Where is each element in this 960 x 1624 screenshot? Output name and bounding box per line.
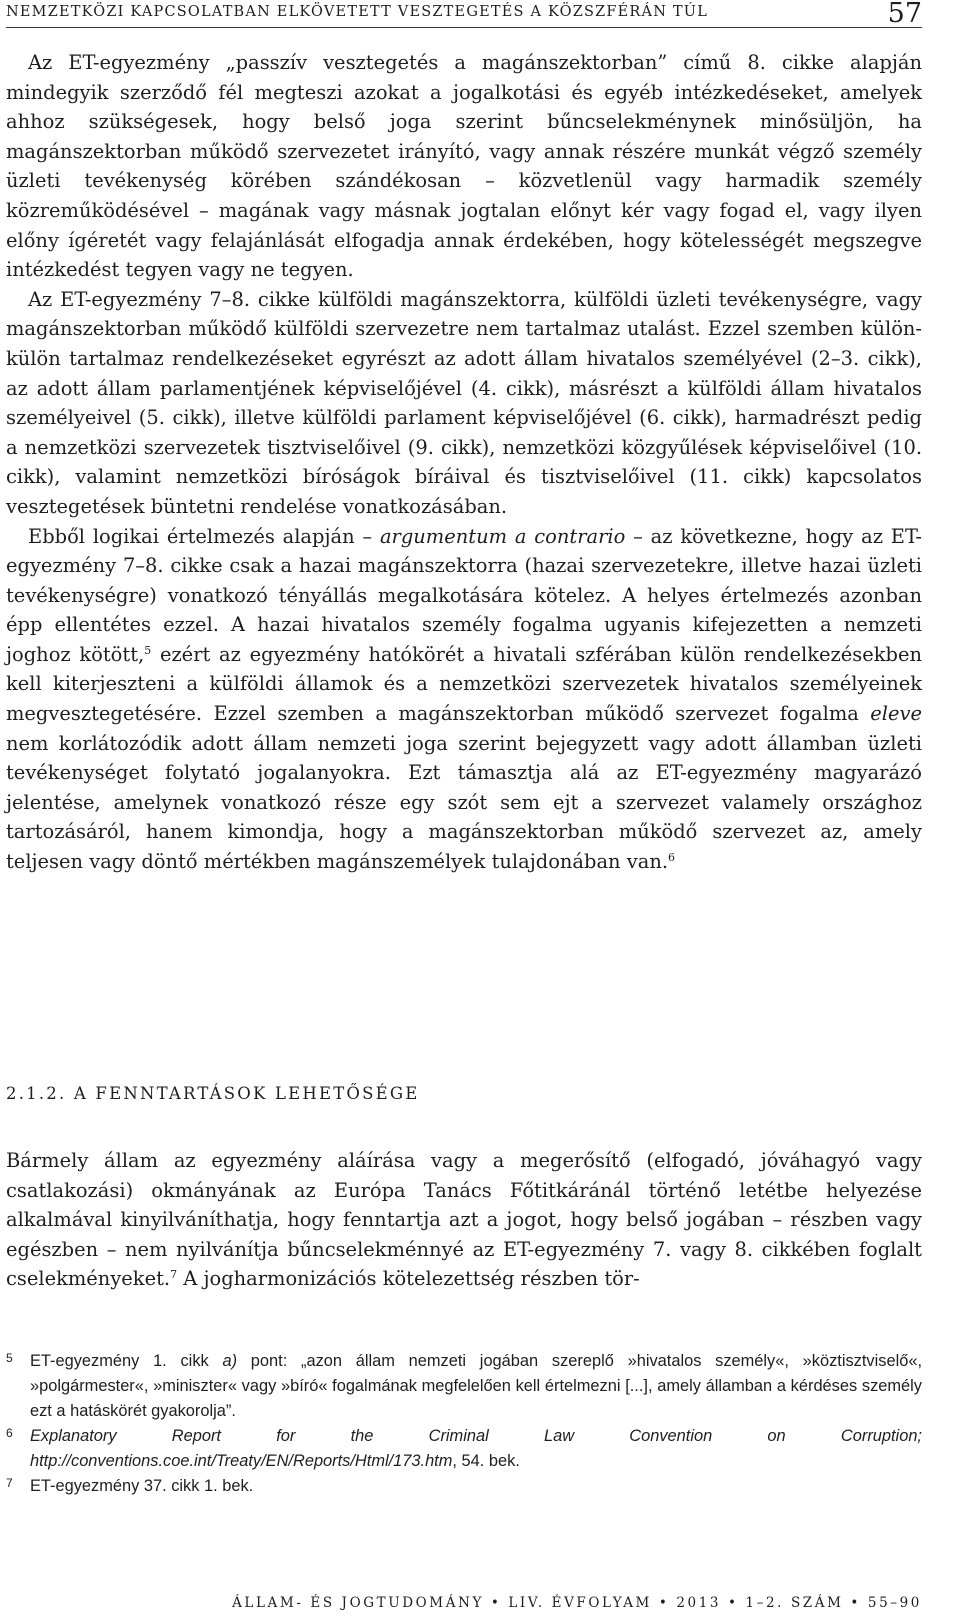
section-paragraph-1 [6, 1146, 922, 1294]
footnote-5-number: 5 [6, 1351, 13, 1365]
paragraph-3-part-d: nem korlátozódik adott állam nemzeti joga szerint bejegyzett vagy adott államban üzleti tevékenységet folytató jogalanyokra. Ezt támasztja alá az ET-egyezmény magyarázó jelentése, amelynek vonatkozó része egy szót sem ejt a szervezet valamely országhoz tartozásáról, hanem kimondja, hogy a magánszektorban működő szervezet az, amely teljesen vagy döntő mértékben magánszemélyek tulajdonában van. [6, 731, 922, 874]
footnote-6-text-b: , 54. bek. [452, 1452, 520, 1470]
footnote-6-citation: Explanatory Report for the Criminal Law Convention on Corruption; http://conventions.coe.int/Treaty/EN/Reports/Html/173.htm [30, 1427, 922, 1470]
paragraph-3-part-b: – az következne, hogy az ET-egyezmény 7–8. cikke csak a hazai magánszektorra (hazai szervezetekre, illetve hazai üzleti tevékenységre) vonatkozó tényállás megalkotására kötelez. A helyes értelmezés azonban épp ellentétes ezzel. A hazai hivatalos személy fogalma ugyanis kifejezetten a nemzeti joghoz kötött, [6, 524, 922, 666]
latin-term-argumentum: argumentum a contrario [379, 524, 626, 548]
paragraph-3-part-c: ezért az egyezmény hatókörét a hivatali szférában külön rendelkezésekben kell kiterjeszteni a külföldi államok és a nemzetközi szervezetek hivatalos személyeinek megvesztegetésére. Ezzel szemben a magánszektorban működő szervezet fogalma [6, 642, 922, 726]
emphasis-eleve: eleve [870, 702, 922, 726]
running-footer: ÁLLAM- ÉS JOGTUDOMÁNY • LIV. ÉVFOLYAM • 2013 • 1–2. SZÁM • 55–90 [232, 1595, 922, 1611]
paragraph-3-part-a: Ebből logikai értelmezés alapján – [28, 524, 380, 548]
running-title: NEMZETKÖZI KAPCSOLATBAN ELKÖVETETT VESZTEGETÉS A KÖZSZFÉRÁN TÚL [6, 4, 709, 20]
paragraph-2: Az ET-egyezmény 7–8. cikke külföldi magánszektorra, külföldi üzleti tevékenységre, vagy magánszektorban működő külföldi szervezetre nem tartalmaz utalást. Ezzel szemben külön-külön tartalmaz rendelkezéseket egyrészt az adott állam hivatalos személyével (2–3. cikk), az adott állam parlamentjének képviselőjével (4. cikk), másrészt a külföldi állam hivatalos személyeivel (5. cikk), illetve külföldi parlament képviselőjével (6. cikk), harmadrészt pedig a nemzetközi szervezetek tisztviselőivel (9. cikk), nemzetközi közgyűlések képviselőivel (10. cikk), valamint nemzetközi bíróságok bíráival és tisztviselőivel (11. cikk) kapcsolatos vesztegetések büntetni rendelése vonatkozásában. [6, 287, 922, 518]
footnote-ref-5[interactable]: 5 [144, 643, 152, 657]
footnote-5-point: a) [222, 1352, 238, 1370]
section-text [6, 1146, 922, 1294]
section-paragraph-1-part-b: A jogharmonizációs kötelezettség részben tör- [177, 1267, 640, 1291]
running-header [6, 0, 922, 28]
paragraph-1: Az ET-egyezmény „passzív vesztegetés a magánszektorban” című 8. cikke alapján mindegyik szerződő fél megteszi azokat a jogalkotási és egyéb intézkedéseket, amelyek ahhoz szükségesek, hogy belső joga szerint bűncselekménynek minősüljön, ha magánszektorban működő szervezetet irányító, vagy annak részére munkát végző személy üzleti tevékenység körében szándékosan – közvetlenül vagy harmadik személy közreműködésével – magának vagy másnak jogtalan előnyt kér vagy fogad el, vagy ilyen előny ígéretét vagy felajánlását elfogadja annak érdekében, hogy kötelességét megszegve intézkedést tegyen vagy ne tegyen. [6, 51, 922, 282]
paragraph-3 [6, 522, 922, 877]
footnote-ref-7[interactable]: 7 [170, 1268, 178, 1282]
footnote-ref-6[interactable]: 6 [668, 851, 676, 865]
footnote-5 [6, 1349, 922, 1424]
footnote-6-number: 6 [6, 1426, 13, 1440]
footnote-6 [6, 1424, 922, 1474]
footnote-7-number: 7 [6, 1476, 13, 1490]
document-page [6, 0, 922, 1624]
page-number: 57 [887, 0, 922, 29]
footnotes [6, 1349, 922, 1499]
footnote-5-text-a: ET-egyezmény 1. cikk [30, 1352, 223, 1370]
footnote-7-text: ET-egyezmény 37. cikk 1. bek. [30, 1477, 254, 1495]
section-heading: 2.1.2. A FENNTARTÁSOK LEHETŐSÉGE [6, 1084, 420, 1103]
body-text [6, 48, 922, 877]
section-paragraph-1-part-a: Bármely állam az egyezmény aláírása vagy a megerősítő (elfogadó, jóváhagyó vagy csatlakozási) okmányának az Európa Tanács Főtitkáránál történő letétbe helyezése alkalmával kinyilváníthatja, hogy fenntartja azt a jogot, hogy belső jogában – részben vagy egészben – nem nyilvánítja bűncselekménnyé az ET-egyezmény 7. vagy 8. cikkében foglalt cselekményeket. [6, 1149, 922, 1291]
footnote-7 [6, 1474, 922, 1499]
footnote-5-text-b: pont: „azon állam nemzeti jogában szereplő »hivatalos személy«, »köztisztviselő«, »polgármester«, »miniszter« vagy »bíró« fogalmának megfelelően kell értelmezni [...], amely államban a kérdéses személy ezt a hatáskörét gyakorolja”. [30, 1352, 923, 1420]
